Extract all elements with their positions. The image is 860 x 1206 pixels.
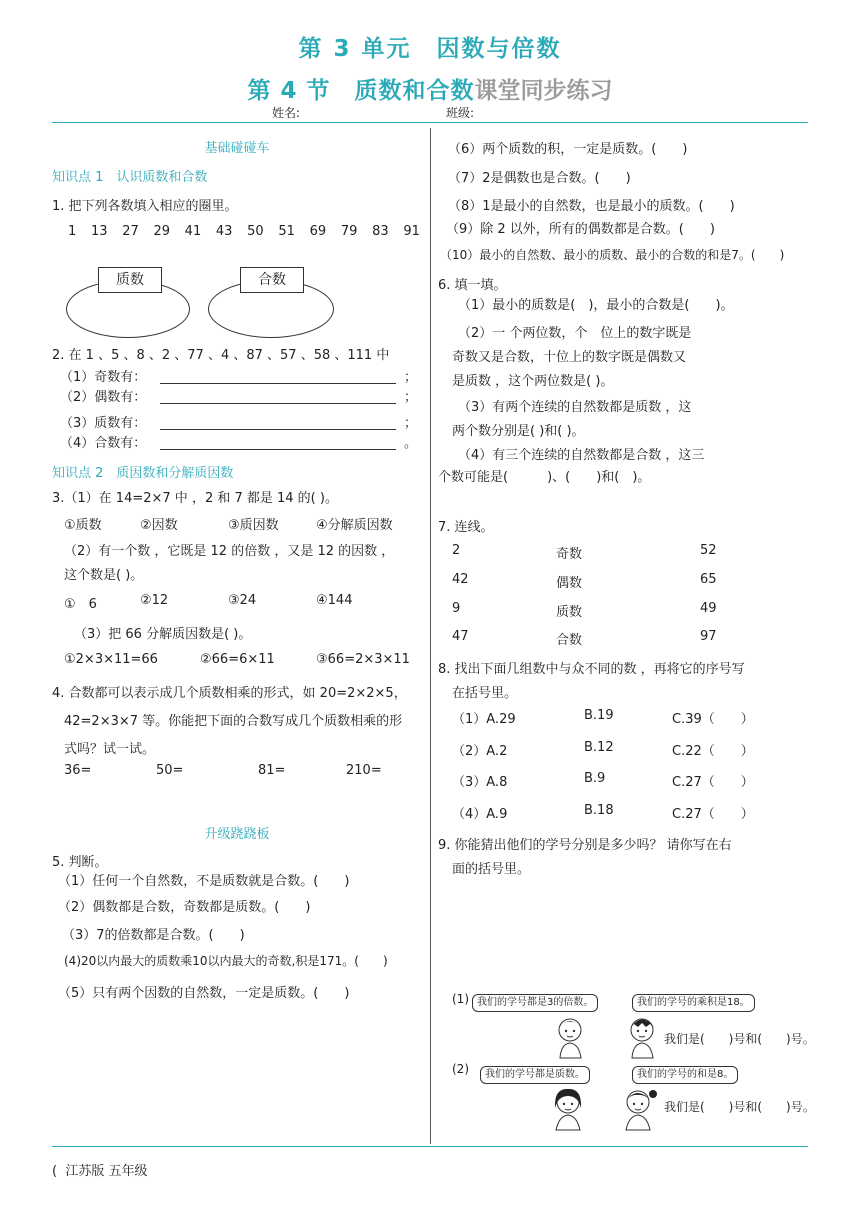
number-item: 1 xyxy=(68,224,77,239)
boy-figure-2 xyxy=(620,1012,666,1060)
number-item: 29 xyxy=(153,224,170,239)
option: ① 6 xyxy=(64,597,97,612)
knowledge-point-1: 知识点 1 认识质数和合数 xyxy=(52,170,208,185)
judgment-item: （6）两个质数的积，一定是质数。( ) xyxy=(448,142,688,157)
unit-title: 第 3 单元 因数与倍数 xyxy=(298,36,562,62)
question-3-2-line2: 这个数是( )。 xyxy=(64,568,144,583)
footer-edition: 江苏版 五年级 xyxy=(65,1164,148,1179)
question-8-line2: 在括号里。 xyxy=(452,686,518,701)
column-divider xyxy=(430,128,431,1144)
answer-line xyxy=(60,432,417,451)
match-number-right: 52 xyxy=(700,543,717,558)
match-number-right: 97 xyxy=(700,629,717,644)
option-a: （3）A.8 xyxy=(452,775,508,790)
puzzle-1-bubble-2: 我们的学号的乘积是18。 xyxy=(632,994,755,1012)
fill-line: （3）有两个连续的自然数都是质数 ，这 xyxy=(458,400,692,415)
match-category: 奇数 xyxy=(556,547,583,562)
answer-blank xyxy=(160,392,396,404)
judgment-item: (4)20以内最大的质数乘10以内最大的奇数,积是171。( ) xyxy=(64,954,388,968)
answer-line xyxy=(60,366,417,385)
answer-punct: ； xyxy=(404,416,418,431)
question-8-line1: 8. 找出下面几组数中与众不同的数 ，再将它的序号写 xyxy=(438,662,745,677)
judgment-item: （8）1是最小的自然数，也是最小的质数。( ) xyxy=(448,199,735,214)
question-3-2-line1: （2）有一个数 ，它既是 12 的倍数 ，又是 12 的因数 ， xyxy=(64,544,395,559)
match-category: 偶数 xyxy=(556,576,583,591)
number-item: 43 xyxy=(215,224,233,239)
upgrade-title: 升级跷跷板 xyxy=(204,827,270,842)
girl-figure-2 xyxy=(616,1084,662,1132)
judgment-item: （5）只有两个因数的自然数，一定是质数。( ) xyxy=(58,986,350,1001)
option-c: C.39（ ） xyxy=(672,712,754,727)
judgment-item: （9）除 2 以外，所有的偶数都是合数。( ) xyxy=(446,222,715,237)
question-2: 2. 在 1 、5 、8 、2 、77 、4 、87 、57 、58 、111 中 xyxy=(52,348,390,363)
fill-line: 奇数又是合数，十位上的数字既是偶数又 xyxy=(452,350,687,365)
option-b: B.18 xyxy=(584,803,614,818)
number-item: 41 xyxy=(184,224,202,239)
option-a: （4）A.9 xyxy=(452,807,508,822)
class-label: 班级: xyxy=(446,106,475,120)
section-title xyxy=(0,72,860,105)
option-a: （2）A.2 xyxy=(452,744,508,759)
option-c: C.27（ ） xyxy=(672,807,754,822)
option: ④分解质因数 xyxy=(316,518,393,533)
prime-circle-label: 质数 xyxy=(98,267,162,293)
match-number-right: 65 xyxy=(700,572,717,587)
option: ②因数 xyxy=(140,518,178,533)
number-item: 83 xyxy=(372,224,389,239)
option: ②12 xyxy=(140,593,169,608)
fill-line: （1）最小的质数是( )，最小的合数是( )。 xyxy=(458,298,734,313)
answer-punct: 。 xyxy=(404,436,418,451)
header-rule xyxy=(52,122,808,123)
puzzle-1-bubble-1: 我们的学号都是3的倍数。 xyxy=(472,994,598,1012)
option-b: B.19 xyxy=(584,708,614,723)
answer-punct: ； xyxy=(404,370,418,385)
factor-item: 81= xyxy=(258,763,286,778)
section-name: 第 4 节 质数和合数 xyxy=(247,78,475,104)
composite-circle-label: 合数 xyxy=(240,267,304,293)
option-b: B.9 xyxy=(584,771,606,786)
question-4-line1: 4. 合数都可以表示成几个质数相乘的形式，如 20=2×2×5， xyxy=(52,686,407,701)
number-item: 91 xyxy=(403,224,420,239)
basics-title: 基础碰碰车 xyxy=(204,141,270,156)
boy-figure xyxy=(548,1012,594,1060)
answer-line xyxy=(60,386,417,405)
option: ①质数 xyxy=(64,518,102,533)
answer-blank xyxy=(160,438,396,450)
answer-label: （3）质数有： xyxy=(60,416,147,431)
match-category: 质数 xyxy=(556,605,583,620)
match-category: 合数 xyxy=(556,633,583,648)
knowledge-point-2: 知识点 2 质因数和分解质因数 xyxy=(52,466,234,481)
answer-label: （4）合数有： xyxy=(60,436,147,451)
match-number-left: 47 xyxy=(452,629,469,644)
question-5: 5. 判断。 xyxy=(52,855,108,870)
question-3-3: （3）把 66 分解质因数是( )。 xyxy=(74,627,252,642)
option-b: B.12 xyxy=(584,740,614,755)
puzzle-2-number: (2) xyxy=(452,1062,469,1076)
question-1: 1. 把下列各数填入相应的圈里。 xyxy=(52,199,238,214)
question-1-numbers xyxy=(68,224,420,239)
number-item: 79 xyxy=(340,224,358,239)
fill-line: （4）有三个连续的自然数都是合数 ，这三 xyxy=(458,448,705,463)
judgment-item: （1）任何一个自然数，不是质数就是合数。( ) xyxy=(58,874,350,889)
judgment-item: （10）最小的自然数、最小的质数、最小的合数的和是7。( ) xyxy=(440,248,785,262)
question-4-line3: 式吗？试一试。 xyxy=(64,742,156,757)
match-number-left: 9 xyxy=(452,601,461,616)
fill-line: （2）一 个两位数，个 位上的数字既是 xyxy=(458,326,692,341)
number-item: 27 xyxy=(122,224,139,239)
question-3-1: 3.（1）在 14=2×7 中 ，2 和 7 都是 14 的( )。 xyxy=(52,491,338,506)
puzzle-2-bubble-1: 我们的学号都是质数。 xyxy=(480,1066,590,1084)
fill-line: 两个数分别是( )和( )。 xyxy=(452,424,585,439)
factor-item: 50= xyxy=(156,763,184,778)
option: ③66=2×3×11 xyxy=(316,652,410,667)
question-6: 6. 填一填。 xyxy=(438,278,507,293)
match-number-right: 49 xyxy=(700,601,717,616)
question-9-line1: 9. 你能猜出他们的学号分别是多少吗？ 请你写在右 xyxy=(438,838,732,853)
option: ③质因数 xyxy=(228,518,279,533)
footer-text: ( 江苏版 五年级 xyxy=(52,1164,148,1179)
answer-label: （2）偶数有： xyxy=(60,390,147,405)
name-label: 姓名: xyxy=(272,106,301,120)
answer-line xyxy=(60,412,417,431)
question-7: 7. 连线。 xyxy=(438,520,494,535)
footer-rule xyxy=(52,1146,808,1147)
puzzle-2-bubble-2: 我们的学号的和是8。 xyxy=(632,1066,738,1084)
question-4-line2: 42=2×3×7 等。你能把下面的合数写成几个质数相乘的形 xyxy=(64,714,403,729)
option: ③24 xyxy=(228,593,257,608)
option-a: （1）A.29 xyxy=(452,712,516,727)
judgment-item: （2）偶数都是合数，奇数都是质数。( ) xyxy=(58,900,311,915)
answer-label: （1）奇数有： xyxy=(60,370,147,385)
match-number-left: 42 xyxy=(452,572,469,587)
puzzle-1-answer: 我们是( )号和( )号。 xyxy=(664,1032,815,1046)
puzzle-2-answer: 我们是( )号和( )号。 xyxy=(664,1100,815,1114)
judgment-item: （7）2是偶数也是合数。( ) xyxy=(448,171,631,186)
fill-line: 是质数 ，这个两位数是( )。 xyxy=(452,374,614,389)
fill-line: 个数可能是( )、( )和( )。 xyxy=(438,470,651,485)
girl-figure xyxy=(546,1084,592,1132)
match-number-left: 2 xyxy=(452,543,461,558)
option: ②66=6×11 xyxy=(200,652,275,667)
answer-blank xyxy=(160,418,396,430)
option-c: C.22（ ） xyxy=(672,744,754,759)
judgment-item: （3）7的倍数都是合数。( ) xyxy=(62,928,245,943)
section-subtitle: 课堂同步练习 xyxy=(474,78,613,104)
option: ④144 xyxy=(316,593,353,608)
answer-punct: ； xyxy=(404,390,418,405)
number-item: 69 xyxy=(309,224,327,239)
option: ①2×3×11=66 xyxy=(64,652,158,667)
question-9-line2: 面的括号里。 xyxy=(452,862,531,877)
puzzle-1-number: (1) xyxy=(452,992,469,1006)
number-item: 51 xyxy=(278,224,295,239)
option-c: C.27（ ） xyxy=(672,775,754,790)
factor-item: 36= xyxy=(64,763,92,778)
number-item: 13 xyxy=(90,224,108,239)
factor-item: 210= xyxy=(346,763,382,778)
answer-blank xyxy=(160,372,396,384)
number-item: 50 xyxy=(247,224,264,239)
